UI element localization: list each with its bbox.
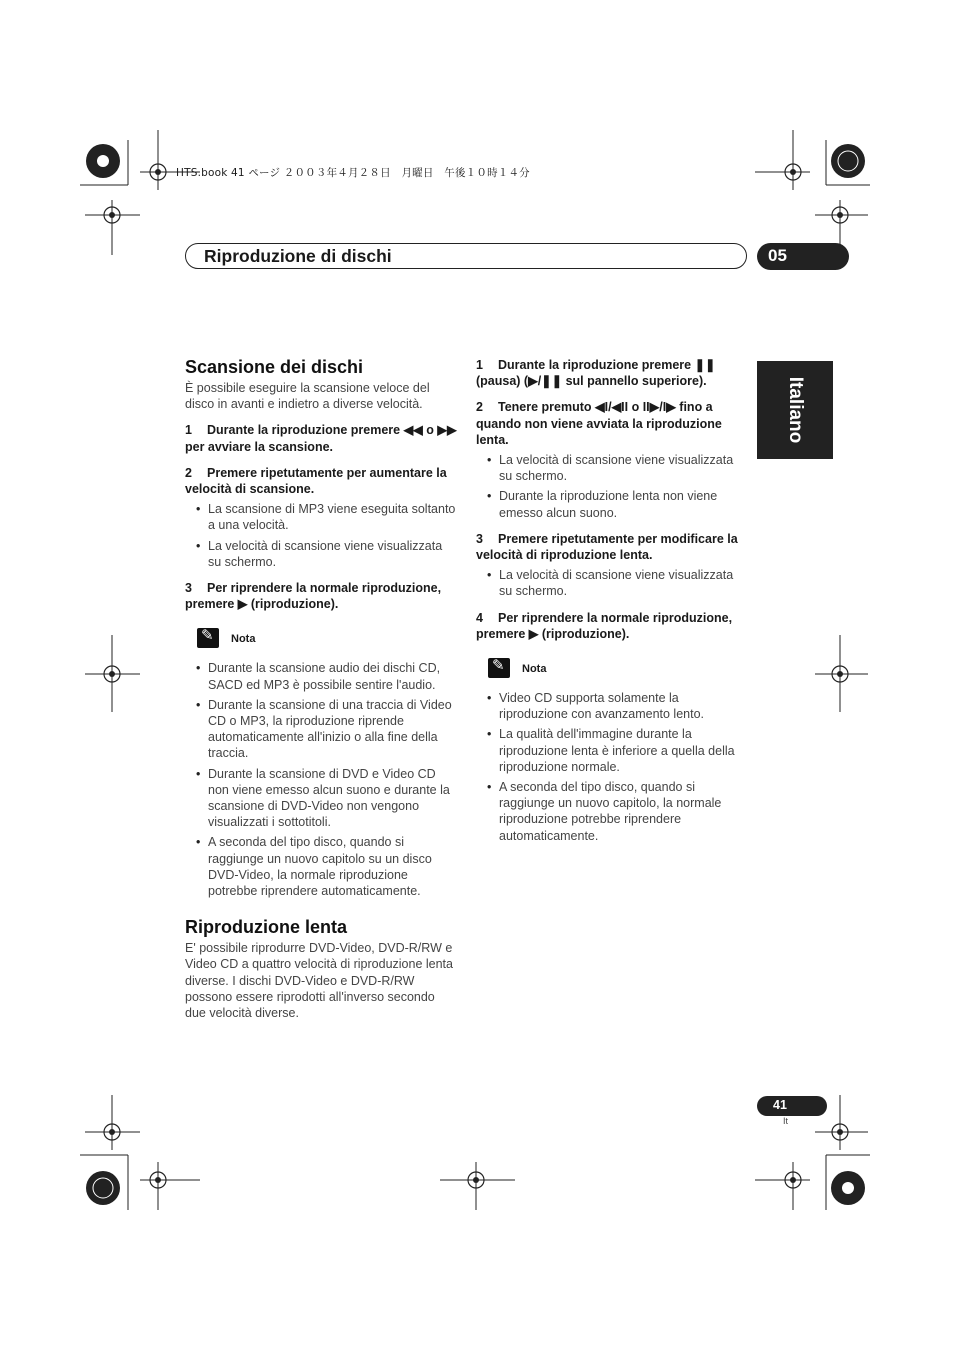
note-header: [185, 628, 457, 654]
language-tab: [757, 361, 833, 459]
list-item: • Durante la scansione di una traccia di Video CD o MP3, la riproduzione riprende automaticamente all'inizio o alla fine della traccia.: [185, 697, 457, 762]
section-title: Riproduzione di dischi: [204, 246, 392, 266]
list-item: • A seconda del tipo disco, quando si raggiunge un nuovo capitolo, la normale riproduzione potrebbe riprendere automaticamente.: [476, 779, 746, 844]
intro-riproduzione-lenta: E' possibile riprodurre DVD-Video, DVD-R/RW e Video CD a quattro velocità di riproduzione lenta diverse. I dischi DVD-Video e DVD-R/RW possono essere riprodotti all'inverso secondo due velocità diverse.: [185, 941, 453, 1021]
intro-scansione: È possibile eseguire la scansione veloce del disco in avanti e indietro a diverse velocità.: [185, 381, 430, 412]
heading-scansione: Scansione dei dischi: [185, 357, 364, 377]
note-header: [476, 658, 746, 684]
step-4: 4 Per riprendere la normale riproduzione, premere ▶ (riproduzione).: [476, 610, 733, 641]
step-3: 3 Per riprendere la normale riproduzione, premere ▶ (riproduzione).: [185, 581, 442, 612]
pencil-icon: [488, 658, 510, 678]
page-language: It: [783, 1116, 789, 1126]
step-3: 3 Premere ripetutamente per modificare la velocità di riproduzione lenta.: [476, 531, 738, 563]
step-2-bullets: [476, 452, 746, 521]
print-header-line: HTS.book 41 ページ ２００３年４月２８日 月曜日 午後１０時１４分: [176, 167, 530, 179]
note-label: Nota: [522, 663, 547, 676]
step-2: 2 Tenere premuto ◀I/◀II o II▶/I▶ fino a quando non viene avviata la riproduzione lenta.: [476, 400, 722, 447]
note-label: Nota: [231, 633, 256, 646]
step-1: 1 Durante la riproduzione premere ❚❚ (pausa) (▶/❚❚ sul pannello superiore).: [476, 358, 716, 389]
list-item: • La scansione di MP3 viene eseguita soltanto a una velocità.: [185, 501, 457, 533]
list-item: • La velocità di scansione viene visualizzata su schermo.: [476, 452, 746, 484]
list-item: • Durante la scansione audio dei dischi CD, SACD ed MP3 è possibile sentire l'audio.: [185, 660, 457, 692]
step-2: 2 Premere ripetutamente per aumentare la velocità di scansione.: [185, 465, 447, 497]
pencil-icon: [197, 628, 219, 648]
right-column: [476, 357, 746, 844]
chapter-badge: [757, 243, 849, 270]
page-number-badge: [757, 1096, 827, 1116]
chapter-number: 05: [768, 246, 787, 265]
step-3-bullets: [476, 567, 746, 599]
list-item: • Durante la scansione di DVD e Video CD non viene emesso alcun suono e durante la scansione di DVD-Video non vengono visualizzati i sottotitoli.: [185, 766, 457, 831]
heading-riproduzione-lenta: Riproduzione lenta: [185, 917, 347, 938]
left-column: [185, 357, 457, 1021]
list-item: • A seconda del tipo disco, quando si raggiunge un nuovo capitolo su un disco DVD-Video, la normale riproduzione potrebbe riprendere automaticamente.: [185, 834, 457, 899]
language-label: Italiano: [785, 376, 806, 444]
list-item: • Durante la riproduzione lenta non viene emesso alcun suono.: [476, 488, 746, 520]
list-item: • La qualità dell'immagine durante la riproduzione lenta è inferiore a quella della riproduzione normale.: [476, 726, 746, 775]
note-list: [476, 690, 746, 844]
list-item: • La velocità di scansione viene visualizzata su schermo.: [476, 567, 746, 599]
list-item: • Video CD supporta solamente la riproduzione con avanzamento lento.: [476, 690, 746, 722]
list-item: • La velocità di scansione viene visualizzata su schermo.: [185, 538, 457, 570]
page-number: 41: [773, 1098, 787, 1112]
note-list: [185, 660, 457, 899]
step-2-bullets: [185, 501, 457, 570]
step-1: 1 Durante la riproduzione premere ◀◀ o ▶▶ per avviare la scansione.: [185, 423, 457, 454]
section-title-bar: [185, 243, 747, 269]
